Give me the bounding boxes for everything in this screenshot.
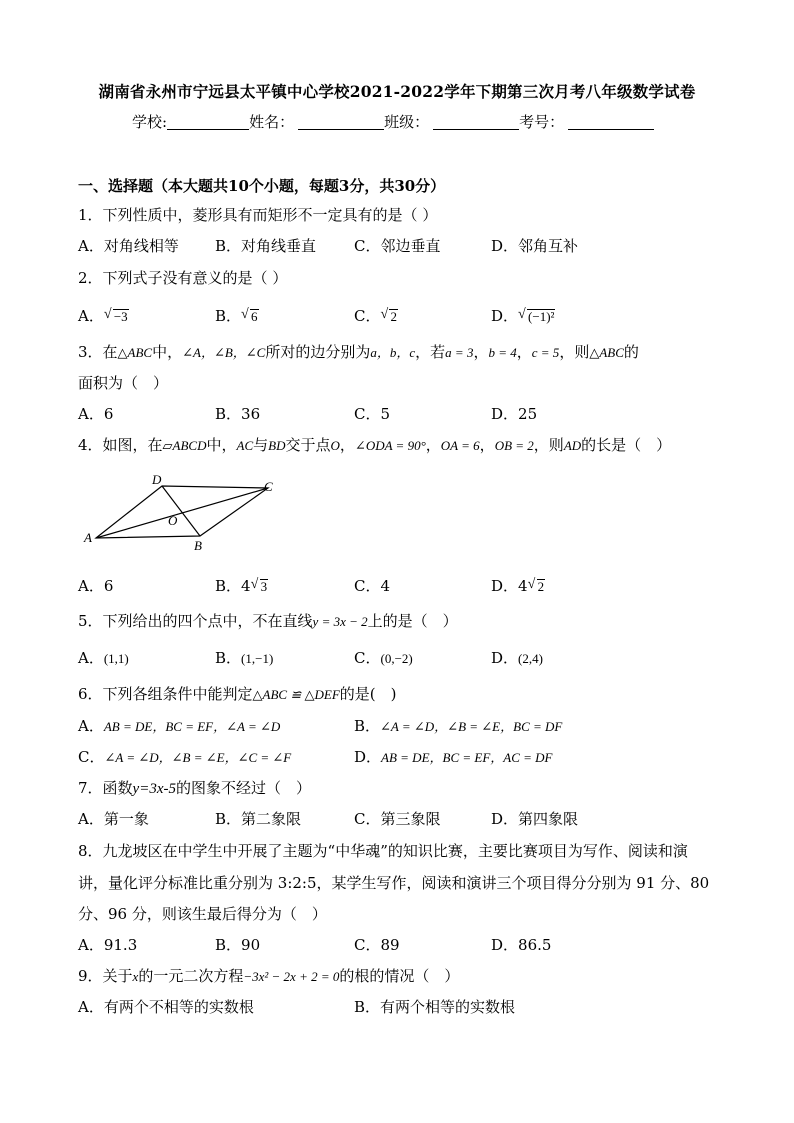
q3-option-b: B．36	[215, 405, 261, 423]
q3-option-a: A．6	[78, 405, 114, 423]
q2-option-d: D．√ (−1)²	[491, 306, 555, 327]
sqrt-expr: −3	[113, 309, 128, 324]
q6-option-a: A．AB = DE，BC = EF，∠A = ∠D	[78, 717, 281, 735]
question-8-line2: 讲，量化评分标准比重分别为 3:2:5，某学生写作，阅读和演讲三个项目得分分别为 91 分、80	[78, 874, 710, 892]
school-label: 学校:	[132, 113, 168, 131]
school-blank[interactable]	[167, 115, 249, 130]
section-heading: 一、选择题（本大题共10个小题，每题3分，共30分）	[78, 177, 446, 195]
q4-option-c: C．4	[354, 577, 391, 595]
question-7-stem: 7．函数y=3x-5的图象不经过（ ）	[78, 779, 311, 797]
q8-option-d: D．86.5	[491, 936, 552, 954]
q2-option-b: B．√ 6	[215, 306, 259, 327]
question-3-stem: 3．在△ABC中，∠A，∠B，∠C所对的边分别为a，b，c，若a = 3，b = 4，c = 5，则△ABC的	[78, 343, 639, 361]
name-blank[interactable]	[298, 115, 384, 130]
q5-option-d: D．(2,4)	[491, 649, 543, 667]
name-label: 姓名：	[249, 113, 295, 131]
q1-option-c: C．邻边垂直	[354, 237, 441, 255]
label-o: O	[168, 513, 178, 528]
student-info-line	[132, 111, 654, 132]
q8-option-b: B．90	[215, 936, 261, 954]
diagonal-bd	[162, 486, 200, 536]
q7-option-b: B．第二象限	[215, 810, 302, 828]
exam-no-blank[interactable]	[568, 115, 654, 130]
q4-option-b: B．4√ 3	[215, 576, 268, 597]
q6-option-d: D．AB = DE，BC = EF，AC = DF	[354, 748, 553, 766]
question-9-stem: 9．关于x的一元二次方程−3x² − 2x + 2 = 0的根的情况（ ）	[78, 967, 460, 985]
q7-option-a: A．第一象	[78, 810, 149, 828]
question-8-line3: 分、96 分，则该生最后得分为（ ）	[78, 905, 327, 923]
q5-option-c: C．(0,−2)	[354, 649, 413, 667]
q5-option-a: A．(1,1)	[78, 649, 129, 667]
question-5-stem: 5．下列给出的四个点中，不在直线y = 3x − 2上的是（ ）	[78, 612, 458, 630]
sqrt-expr: 2	[390, 309, 397, 324]
q7-option-d: D．第四象限	[491, 810, 579, 828]
q6-option-b: B．∠A = ∠D，∠B = ∠E，BC = DF	[354, 717, 563, 735]
q4-option-a: A．6	[78, 577, 114, 595]
sqrt-expr: (−1)²	[528, 309, 555, 324]
exam-no-label: 考号：	[519, 113, 565, 131]
exam-title: 湖南省永州市宁远县太平镇中心学校2021-2022学年下期第三次月考八年级数学试卷	[98, 82, 696, 101]
question-8-line1: 8．九龙坡区在中学生中开展了主题为“中华魂”的知识比赛，主要比赛项目为写作、阅读和演	[78, 842, 688, 860]
parallelogram-figure	[78, 468, 288, 558]
q4-option-d: D．4√ 2	[491, 576, 545, 597]
class-label: 班级：	[384, 113, 430, 131]
q5-option-b: B．(1,−1)	[215, 649, 274, 667]
label-b: B	[194, 538, 202, 553]
q8-option-c: C．89	[354, 936, 400, 954]
q3-option-c: C．5	[354, 405, 391, 423]
q6-option-c: C．∠A = ∠D，∠B = ∠E，∠C = ∠F	[78, 748, 292, 766]
q1-option-a: A．对角线相等	[78, 237, 179, 255]
q9-option-a: A．有两个不相等的实数根	[78, 998, 254, 1016]
question-3-line2: 面积为（ ）	[78, 374, 169, 392]
q1-option-b: B．对角线垂直	[215, 237, 317, 255]
label-a: A	[84, 530, 92, 545]
q8-option-a: A．91.3	[78, 936, 138, 954]
label-c: C	[264, 479, 273, 494]
question-1-stem: 1．下列性质中，菱形具有而矩形不一定具有的是（ ）	[78, 206, 438, 224]
question-6-stem: 6．下列各组条件中能判定△ABC ≌ △DEF的是( )	[78, 685, 397, 703]
q9-option-b: B．有两个相等的实数根	[354, 998, 516, 1016]
question-4-stem: 4．如图，在▱ABCD中，AC与BD交于点O，∠ODA = 90°，OA = 6，OB = 2，则AD的长是（ ）	[78, 436, 672, 454]
q3-option-d: D．25	[491, 405, 538, 423]
q1-option-d: D．邻角互补	[491, 237, 579, 255]
class-blank[interactable]	[433, 115, 519, 130]
label-d: D	[152, 472, 162, 487]
sqrt-expr: 6	[251, 309, 258, 324]
q2-option-a: A．√ −3	[78, 306, 129, 327]
q7-option-c: C．第三象限	[354, 810, 441, 828]
q2-option-c: C．√ 2	[354, 306, 398, 327]
question-2-stem: 2．下列式子没有意义的是（ ）	[78, 269, 288, 287]
